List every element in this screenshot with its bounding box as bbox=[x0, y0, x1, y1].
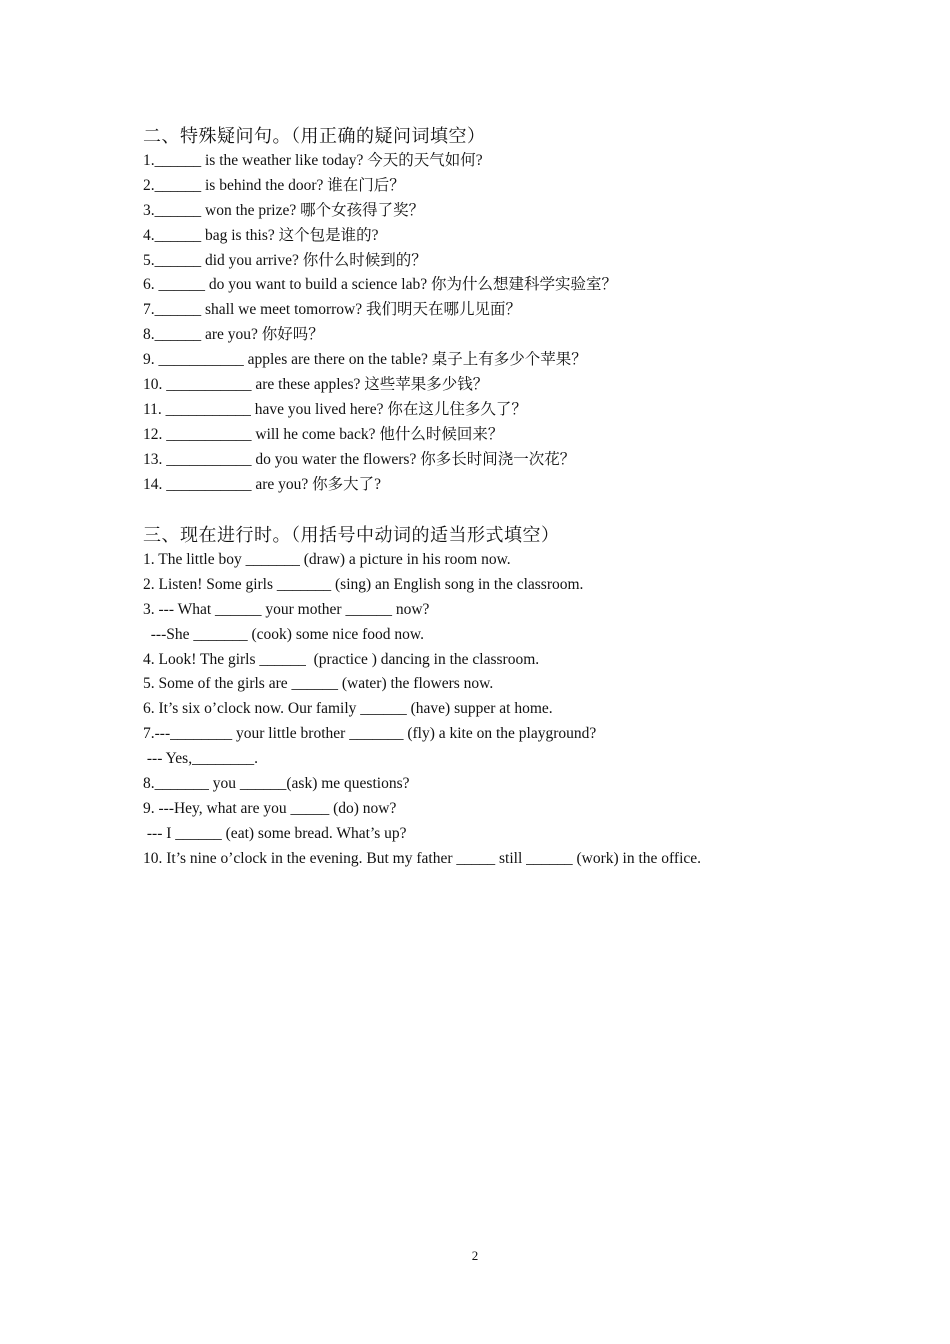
exercise-line: --- Yes,________. bbox=[143, 750, 258, 768]
exercise-line: 8.______ are you? 你好吗？ bbox=[143, 326, 324, 344]
exercise-line: 7.______ shall we meet tomorrow? 我们明天在哪儿见面？ bbox=[143, 301, 521, 319]
section-heading: 三、现在进行时。（用括号中动词的适当形式填空） bbox=[143, 525, 560, 545]
exercise-line: 6. ______ do you want to build a science lab? 你为什么想建科学实验室？ bbox=[143, 276, 617, 294]
exercise-line: 1.______ is the weather like today? 今天的天气如何? bbox=[143, 152, 483, 169]
exercise-line: 10. ___________ are these apples? 这些苹果多少钱？ bbox=[143, 376, 489, 394]
exercise-line: --- I ______ (eat) some bread. What’s up? bbox=[143, 824, 407, 842]
exercise-line: 8._______ you ______(ask) me questions? bbox=[143, 775, 410, 793]
exercise-line: ---She _______ (cook) some nice food now. bbox=[143, 625, 424, 643]
page-number: 2 bbox=[471, 1248, 479, 1263]
exercise-line: 1. The little boy _______ (draw) a picture in his room now. bbox=[143, 551, 511, 568]
exercise-line: 12. ___________ will he come back? 他什么时候回来？ bbox=[143, 425, 504, 443]
exercise-line: 4.______ bag is this? 这个包是谁的? bbox=[143, 226, 379, 244]
exercise-line: 3.______ won the prize? 哪个女孩得了奖？ bbox=[143, 201, 425, 219]
exercise-line: 9. ___________ apples are there on the table? 桌子上有多少个苹果？ bbox=[143, 351, 587, 369]
present-progressive-section bbox=[143, 522, 823, 872]
exercise-line: 10. It’s nine o’clock in the evening. But my father _____ still ______ (work) in the office. bbox=[143, 849, 702, 867]
exercise-line: 2.______ is behind the door? 谁在门后？ bbox=[143, 176, 405, 194]
section-heading: 二、特殊疑问句。（用正确的疑问词填空） bbox=[143, 126, 486, 146]
exercise-line: 14. ___________ are you? 你多大了? bbox=[143, 475, 382, 493]
exercise-line: 9. ---Hey, what are you _____ (do) now? bbox=[143, 799, 397, 817]
exercise-line: 5.______ did you arrive? 你什么时候到的？ bbox=[143, 251, 427, 269]
wh-question-section bbox=[143, 123, 823, 497]
exercise-line: 13. ___________ do you water the flowers? 你多长时间浇一次花？ bbox=[143, 450, 576, 468]
exercise-line: 2. Listen! Some girls _______ (sing) an English song in the classroom. bbox=[143, 575, 584, 593]
exercise-line: 7.---________ your little brother _______ (fly) a kite on the playground? bbox=[143, 725, 597, 743]
exercise-line: 3. --- What ______ your mother ______ now? bbox=[143, 600, 430, 618]
exercise-line: 4. Look! The girls ______ (practice ) dancing in the classroom. bbox=[143, 650, 540, 668]
exercise-line: 6. It’s six o’clock now. Our family ______ (have) supper at home. bbox=[143, 700, 553, 718]
exercise-line: 5. Some of the girls are ______ (water) the flowers now. bbox=[143, 675, 494, 693]
exercise-line: 11. ___________ have you lived here? 你在这儿住多久了？ bbox=[143, 400, 527, 418]
